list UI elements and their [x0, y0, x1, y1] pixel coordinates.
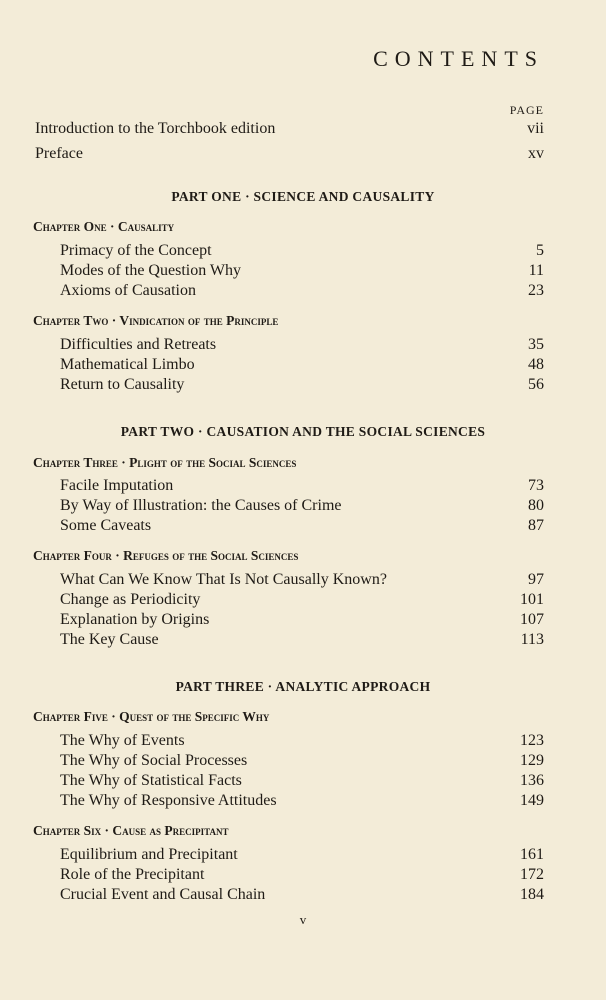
- toc-entry-page: vii: [527, 120, 544, 137]
- toc-entry-page: 123: [520, 732, 544, 749]
- toc-entry-label: Role of the Precipitant: [60, 866, 205, 883]
- toc-entry[interactable]: [60, 732, 544, 750]
- toc-entry[interactable]: [60, 611, 544, 629]
- toc-entry[interactable]: [60, 772, 544, 790]
- toc-entry-label: By Way of Illustration: the Causes of Crime: [60, 497, 342, 514]
- toc-entry[interactable]: [60, 846, 544, 864]
- toc-entry-page: 136: [520, 772, 544, 789]
- part-heading: PART TWO · CAUSATION AND THE SOCIAL SCIENCES: [120, 424, 486, 439]
- toc-entry[interactable]: [60, 792, 544, 810]
- toc-entry-label: Mathematical Limbo: [60, 356, 195, 373]
- toc-entry-page: 35: [528, 336, 544, 353]
- toc-entry-label: The Why of Events: [60, 732, 185, 749]
- toc-entry-page: 107: [520, 611, 544, 628]
- chapter-heading: Chapter Two · Vindication of the Principle: [33, 313, 279, 328]
- chapter-heading: Chapter Three · Plight of the Social Sciences: [33, 455, 297, 470]
- toc-entry-label: The Why of Responsive Attitudes: [60, 792, 277, 809]
- toc-entry-label: The Why of Social Processes: [60, 752, 248, 769]
- toc-entry-label: Equilibrium and Precipitant: [60, 846, 238, 863]
- toc-entry-page: 113: [520, 631, 544, 648]
- toc-entry-page: 87: [528, 517, 544, 534]
- toc-entry[interactable]: [60, 336, 544, 354]
- toc-entry-label: Difficulties and Retreats: [60, 336, 217, 353]
- page-title: CONTENTS: [373, 46, 544, 71]
- toc-entry-page: 129: [520, 752, 544, 769]
- toc-entry[interactable]: [60, 262, 544, 280]
- toc-entry-label: Return to Causality: [60, 376, 185, 393]
- toc-entry-page: 11: [528, 262, 544, 279]
- toc-entry-front-matter[interactable]: [35, 145, 544, 163]
- toc-entry-page: 149: [520, 792, 544, 809]
- toc-entry-page: 184: [520, 886, 544, 903]
- toc-entry-page: 73: [528, 477, 544, 494]
- toc-entry-label: Introduction to the Torchbook edition: [35, 120, 276, 137]
- toc-entry-label: The Key Cause: [60, 631, 159, 648]
- toc-entry-page: 97: [528, 571, 544, 588]
- toc-entry-page: 101: [520, 591, 544, 608]
- toc-entry[interactable]: [60, 356, 544, 374]
- toc-entry[interactable]: [60, 886, 544, 904]
- toc-entry[interactable]: [60, 497, 544, 515]
- page-column-label: PAGE: [509, 103, 544, 117]
- toc-entry-label: The Why of Statistical Facts: [60, 772, 242, 789]
- toc-entry-front-matter[interactable]: [35, 120, 544, 138]
- toc-entry-page: 23: [528, 282, 544, 299]
- part-heading: PART ONE · SCIENCE AND CAUSALITY: [171, 189, 435, 204]
- toc-entry[interactable]: [60, 477, 544, 495]
- toc-entry-page: 56: [528, 376, 544, 393]
- toc-entry-label: Axioms of Causation: [60, 282, 196, 299]
- toc-entry[interactable]: [60, 591, 544, 609]
- toc-entry[interactable]: [60, 376, 544, 394]
- chapter-heading: Chapter Five · Quest of the Specific Why: [33, 709, 270, 724]
- toc-entry-page: 5: [536, 242, 544, 259]
- chapter-heading: Chapter Four · Refuges of the Social Sciences: [33, 548, 299, 563]
- toc-entry-page: 48: [528, 356, 544, 373]
- chapter-heading: Chapter Six · Cause as Precipitant: [33, 823, 229, 838]
- toc-entry-page: 161: [520, 846, 544, 863]
- toc-entry[interactable]: [60, 631, 544, 649]
- toc-entry-label: Primacy of the Concept: [60, 242, 212, 259]
- toc-entry[interactable]: [60, 571, 544, 589]
- toc-entry-page: 80: [528, 497, 544, 514]
- toc-entry-label: Crucial Event and Causal Chain: [60, 886, 266, 903]
- toc-entry-label: Facile Imputation: [60, 477, 174, 494]
- chapter-heading: Chapter One · Causality: [33, 219, 175, 234]
- toc-entry-label: Some Caveats: [60, 517, 152, 534]
- toc-entry[interactable]: [60, 866, 544, 884]
- toc-entry-page: 172: [520, 866, 544, 883]
- toc-entry-label: Change as Periodicity: [60, 591, 201, 608]
- toc-entry-label: What Can We Know That Is Not Causally Known?: [60, 571, 387, 588]
- toc-entry-label: Preface: [35, 145, 83, 162]
- toc-entry-label: Modes of the Question Why: [60, 262, 242, 279]
- toc-entry[interactable]: [60, 242, 544, 260]
- part-heading: PART THREE · ANALYTIC APPROACH: [175, 679, 431, 694]
- toc-entry[interactable]: [60, 517, 544, 535]
- toc-entry-label: Explanation by Origins: [60, 611, 210, 628]
- toc-entry[interactable]: [60, 282, 544, 300]
- toc-entry-page: xv: [528, 145, 544, 162]
- toc-entry[interactable]: [60, 752, 544, 770]
- page-folio: v: [299, 912, 307, 927]
